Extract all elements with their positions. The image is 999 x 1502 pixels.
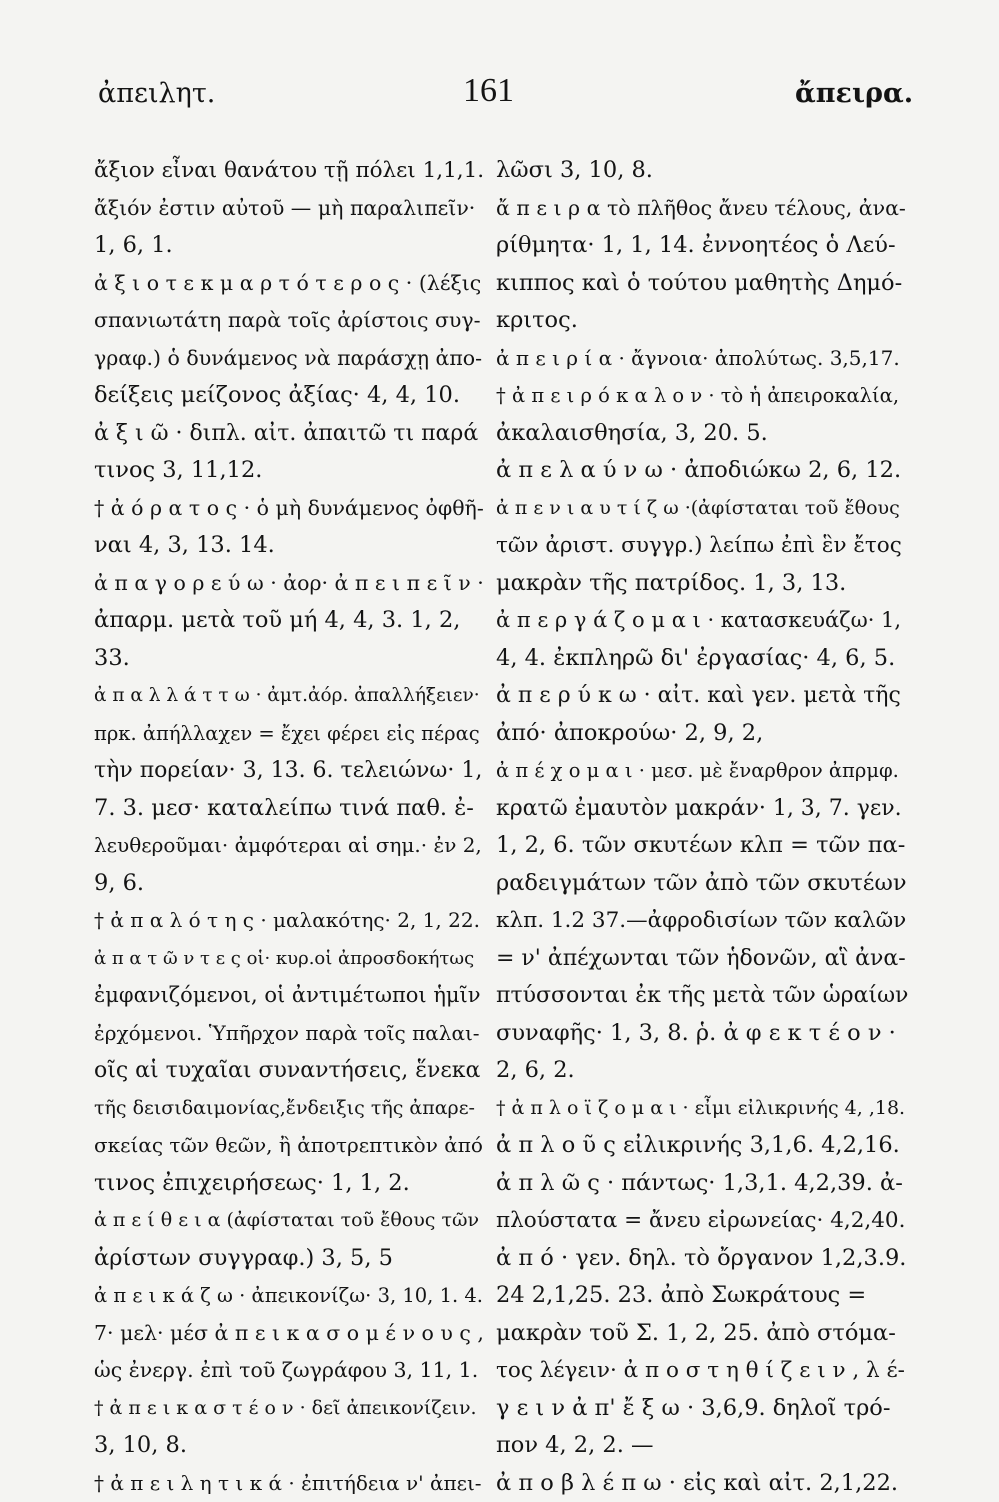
text-line: ἐρχόμενοι. Ὑπῆρχον παρὰ τοῖς παλαι-: [94, 1015, 484, 1053]
text-line: 3, 10, 8.: [94, 1427, 484, 1465]
page-header: [0, 78, 999, 128]
text-line: 9, 6.: [94, 865, 484, 903]
text-line: κλπ. 1.2 37.—ἀφροδισίων τῶν καλῶν: [496, 902, 908, 940]
text-line: ἀπό· ἀποκρούω· 2, 9, 2,: [496, 715, 908, 753]
text-line: ἀ π ε ι ρ ί α · ἄγνοια· ἀπολύτως. 3,5,17.: [496, 340, 908, 378]
text-line: † ἀ π ε ι ρ ό κ α λ ο ν · τὸ ἡ ἀπειροκαλία,: [496, 377, 908, 415]
text-line: ρίθμητα· 1, 1, 14. ἐννοητέος ὁ Λεύ-: [496, 227, 908, 265]
text-line: ἀ π έ χ ο μ α ι · μεσ. μὲ ἔναρθρον ἀπρμφ.: [496, 752, 908, 790]
text-line: πρκ. ἀπήλλαχεν = ἔχει φέρει εἰς πέρας: [94, 715, 484, 753]
text-line: ραδειγμάτων τῶν ἀπὸ τῶν σκυτέων: [496, 865, 908, 903]
text-line: τινος ἐπιχειρήσεως· 1, 1, 2.: [94, 1165, 484, 1203]
text-line: οῖς αἱ τυχαῖαι συναντήσεις, ἕνεκα: [94, 1052, 484, 1090]
header-left-catchword: ἀπειλητ.: [98, 78, 215, 109]
text-line: 7. 3. μεσ· καταλείπω τινά παθ. ἐ-: [94, 790, 484, 828]
right-column: [496, 152, 908, 1502]
text-line: 7· μελ· μέσ ἀ π ε ι κ α σ ο μ έ ν ο υ ς ,: [94, 1315, 484, 1353]
text-line: † ἀ π ε ι κ α σ τ έ ο ν · δεῖ ἀπεικονίζειν.: [94, 1390, 484, 1428]
text-line: κρατῶ ἐμαυτὸν μακράν· 1, 3, 7. γεν.: [496, 790, 908, 828]
text-line: 1, 6, 1.: [94, 227, 484, 265]
text-line: ἀ ξ ι ο τ ε κ μ α ρ τ ό τ ε ρ ο ς · (λέξις: [94, 265, 484, 303]
text-line: μακρὰν τοῦ Σ. 1, 2, 25. ἀπὸ στόμα-: [496, 1315, 908, 1353]
text-line: λευθεροῦμαι· ἀμφότεραι αἱ σημ.· ἐν 2,: [94, 827, 484, 865]
text-line: τῆς δεισιδαιμονίας,ἔνδειξις τῆς ἀπαρε-: [94, 1090, 484, 1128]
text-line: κριτος.: [496, 302, 908, 340]
text-line: ἀ π α λ λ ά τ τ ω · ἀμτ.ἀόρ. ἀπαλλήξειεν·: [94, 677, 484, 715]
text-line: ἀ π ε ι κ ά ζ ω · ἀπεικονίζω· 3, 10, 1. 4.: [94, 1277, 484, 1315]
text-line: ὡς ἐνεργ. ἐπὶ τοῦ ζωγράφου 3, 11, 1.: [94, 1352, 484, 1390]
text-line: ἄ π ε ι ρ α τὸ πλῆθος ἄνευ τέλους, ἀνα-: [496, 190, 908, 228]
text-line: † ἀ π λ ο ϊ ζ ο μ α ι · εἶμι εἰλικρινής 4, ,18.: [496, 1090, 908, 1128]
text-line: † ἀ ό ρ α τ ο ς · ὁ μὴ δυνάμενος ὀφθῆ-: [94, 490, 484, 528]
text-line: ἀ π ε ρ ύ κ ω · αἰτ. καὶ γεν. μετὰ τῆς: [496, 677, 908, 715]
text-line: ἀρίστων συγγραφ.) 3, 5, 5: [94, 1240, 484, 1278]
text-line: ἀ π ε λ α ύ ν ω · ἀποδιώκω 2, 6, 12.: [496, 452, 908, 490]
text-line: ἄξιόν ἐστιν αὐτοῦ — μὴ παραλιπεῖν·: [94, 190, 484, 228]
header-right-catchword: ἄπειρα.: [795, 78, 913, 109]
text-line: πον 4, 2, 2. —: [496, 1427, 908, 1465]
text-line: 33.: [94, 640, 484, 678]
text-line: † ἀ π α λ ό τ η ς · μαλακότης· 2, 1, 22.: [94, 902, 484, 940]
text-line: σκείας τῶν θεῶν, ἢ ἀποτρεπτικὸν ἀπό: [94, 1127, 484, 1165]
text-line: ἀ π ε ν ι α υ τ ί ζ ω ·(ἀφίσταται τοῦ ἔθους: [496, 490, 908, 528]
left-column: [94, 152, 484, 1502]
text-line: ἀ π λ ῶ ς · πάντως· 1,3,1. 4,2,39. ἀ-: [496, 1165, 908, 1203]
text-line: τος λέγειν· ἀ π ο σ τ η θ ί ζ ε ι ν , λ έ-: [496, 1352, 908, 1390]
text-line: 1, 2, 6. τῶν σκυτέων κλπ = τῶν πα-: [496, 827, 908, 865]
text-line: τινος 3, 11,12.: [94, 452, 484, 490]
text-line: λῶσι 3, 10, 8.: [496, 152, 908, 190]
text-line: σπανιωτάτη παρὰ τοῖς ἀρίστοις συγ-: [94, 302, 484, 340]
text-line: 2, 6, 2.: [496, 1052, 908, 1090]
text-line: ἀ π ό · γεν. δηλ. τὸ ὄργανον 1,2,3.9.: [496, 1240, 908, 1278]
text-line: ἀ π ε ί θ ε ι α (ἀφίσταται τοῦ ἔθους τῶν: [94, 1202, 484, 1240]
text-line: πλούστατα = ἄνευ εἰρωνείας· 4,2,40.: [496, 1202, 908, 1240]
text-line: 4, 4. ἐκπληρῶ δι' ἐργασίας· 4, 6, 5.: [496, 640, 908, 678]
text-line: ἀ π ο β λ έ π ω · εἰς καὶ αἰτ. 2,1,22.: [496, 1465, 908, 1502]
text-line: τὴν πορείαν· 3, 13. 6. τελειώνω· 1,: [94, 752, 484, 790]
text-line: ἀπαρμ. μετὰ τοῦ μή 4, 4, 3. 1, 2,: [94, 602, 484, 640]
text-line: γ ε ι ν ἀ π' ἔ ξ ω · 3,6,9. δηλοῖ τρό-: [496, 1390, 908, 1428]
text-line: ἐμφανιζόμενοι, οἱ ἀντιμέτωποι ἡμῖν: [94, 977, 484, 1015]
text-line: = ν' ἀπέχωνται τῶν ἡδονῶν, αἳ ἀνα-: [496, 940, 908, 978]
text-line: πτύσσονται ἐκ τῆς μετὰ τῶν ὡραίων: [496, 977, 908, 1015]
text-line: ἄξιον εἶναι θανάτου τῇ πόλει 1,1,1.: [94, 152, 484, 190]
text-line: συναφῆς· 1, 3, 8. ῥ. ἀ φ ε κ τ έ ο ν ·: [496, 1015, 908, 1053]
page-number: 161: [463, 72, 514, 110]
text-line: † ἀ π ε ι λ η τ ι κ ά · ἐπιτήδεια ν' ἀπει-: [94, 1465, 484, 1502]
text-line: γραφ.) ὁ δυνάμενος νὰ παράσχῃ ἀπο-: [94, 340, 484, 378]
text-line: τῶν ἀριστ. συγγρ.) λείπω ἐπὶ ἓν ἔτος: [496, 527, 908, 565]
text-line: δείξεις μείζονος ἀξίας· 4, 4, 10.: [94, 377, 484, 415]
text-line: ἀ π ε ρ γ ά ζ ο μ α ι · κατασκευάζω· 1,: [496, 602, 908, 640]
text-line: μακρὰν τῆς πατρίδος. 1, 3, 13.: [496, 565, 908, 603]
text-line: ναι 4, 3, 13. 14.: [94, 527, 484, 565]
text-line: ἀ π λ ο ῦ ς εἰλικρινής 3,1,6. 4,2,16.: [496, 1127, 908, 1165]
text-line: ἀκαλαισθησία, 3, 20. 5.: [496, 415, 908, 453]
text-line: κιππος καὶ ὁ τούτου μαθητὴς Δημό-: [496, 265, 908, 303]
text-line: 24 2,1,25. 23. ἀπὸ Σωκράτους =: [496, 1277, 908, 1315]
text-line: ἀ π α τ ῶ ν τ ε ς οἱ· κυρ.οἱ ἀπροσδοκήτως: [94, 940, 484, 978]
text-line: ἀ ξ ι ῶ · διπλ. αἰτ. ἀπαιτῶ τι παρά: [94, 415, 484, 453]
text-line: ἀ π α γ ο ρ ε ύ ω · ἀορ· ἀ π ε ι π ε ῖ ν ·: [94, 565, 484, 603]
